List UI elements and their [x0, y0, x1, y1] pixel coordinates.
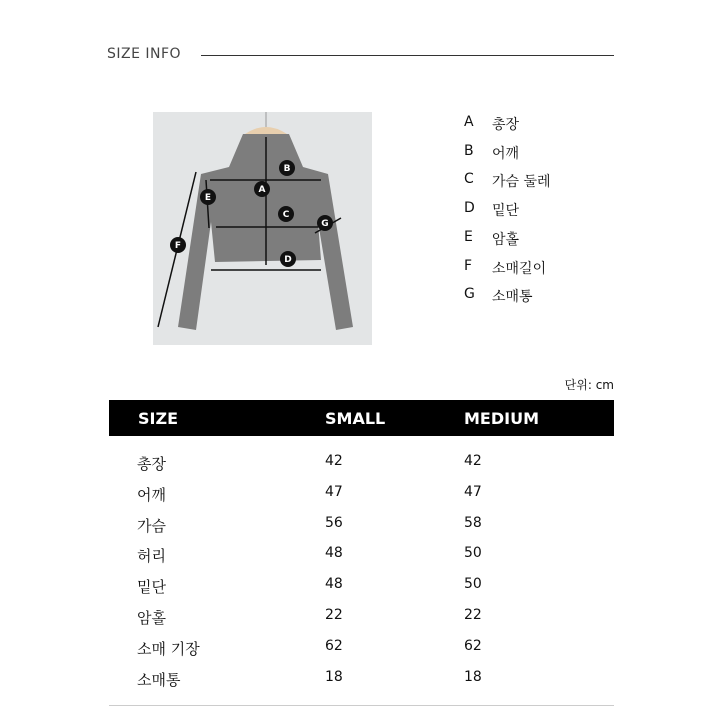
legend-label: 가슴 둘레 [492, 174, 551, 191]
row-label: 가슴 [137, 516, 166, 535]
small-value: 56 [325, 514, 343, 531]
table-row [0, 545, 720, 569]
table-row [0, 638, 720, 662]
medium-value: 58 [464, 514, 482, 531]
small-value: 48 [325, 576, 343, 593]
svg-text:D: D [284, 255, 292, 265]
row-label: 소매통 [137, 670, 181, 689]
header-small: SMALL [325, 409, 386, 428]
medium-value: 50 [464, 545, 482, 562]
row-label: 총장 [137, 455, 166, 473]
legend-label: 총장 [492, 117, 520, 133]
small-value: 47 [325, 483, 343, 500]
medium-value: 50 [464, 576, 482, 593]
medium-value: 22 [464, 607, 482, 623]
legend-item [464, 200, 519, 220]
row-label: 암홀 [137, 609, 166, 627]
unit-label: 단위: cm [564, 378, 614, 392]
legend-label: 소매통 [492, 289, 533, 306]
medium-value: 42 [464, 453, 482, 469]
small-value: 62 [325, 637, 343, 654]
row-label: 밑단 [137, 578, 166, 597]
legend-key: A [464, 114, 474, 130]
small-value: 42 [325, 453, 343, 469]
marker-f [170, 237, 186, 253]
divider [201, 55, 614, 56]
table-row [0, 576, 720, 600]
small-value: 18 [325, 668, 343, 685]
legend-item [464, 114, 519, 134]
row-label: 어깨 [137, 485, 166, 504]
legend-label: 소매길이 [492, 260, 547, 277]
small-value: 48 [325, 545, 343, 562]
header-size: SIZE [138, 409, 179, 428]
legend-label: 밑단 [492, 203, 520, 220]
table-row [0, 484, 720, 508]
legend-item [464, 171, 551, 191]
legend-key: F [464, 257, 473, 274]
marker-c [278, 206, 294, 222]
svg-text:F: F [174, 241, 182, 251]
svg-text:G: G [321, 219, 329, 229]
marker-e [200, 189, 216, 205]
legend-key: C [464, 171, 474, 188]
table-row [0, 453, 720, 477]
marker-a [254, 181, 270, 197]
svg-text:A: A [258, 185, 266, 195]
table-row [0, 515, 720, 539]
row-label: 허리 [137, 547, 166, 566]
row-label: 소매 기장 [137, 639, 200, 658]
marker-b [279, 160, 295, 176]
medium-value: 18 [464, 668, 482, 685]
svg-text:E: E [204, 193, 212, 203]
divider [109, 705, 614, 706]
legend-item [464, 143, 519, 163]
table-row [0, 669, 720, 693]
medium-value: 47 [464, 483, 482, 500]
legend-item [464, 258, 546, 278]
section-title: SIZE INFO [107, 46, 182, 62]
legend-label: 암홀 [492, 231, 520, 248]
marker-d [280, 251, 296, 267]
size-table-header [109, 400, 614, 436]
svg-text:C: C [282, 210, 290, 220]
small-value: 22 [325, 607, 343, 623]
jacket-measurement-diagram [153, 112, 372, 345]
svg-text:B: B [283, 164, 291, 174]
legend-key: E [464, 228, 473, 245]
legend-item [464, 229, 519, 249]
medium-value: 62 [464, 637, 482, 654]
header-medium: MEDIUM [464, 409, 539, 428]
legend-key: G [464, 286, 475, 303]
table-row [0, 607, 720, 631]
legend-key: B [464, 142, 474, 159]
legend-label: 어깨 [492, 145, 520, 162]
legend-key: D [464, 200, 475, 217]
marker-g [317, 215, 333, 231]
legend-item [464, 286, 533, 306]
